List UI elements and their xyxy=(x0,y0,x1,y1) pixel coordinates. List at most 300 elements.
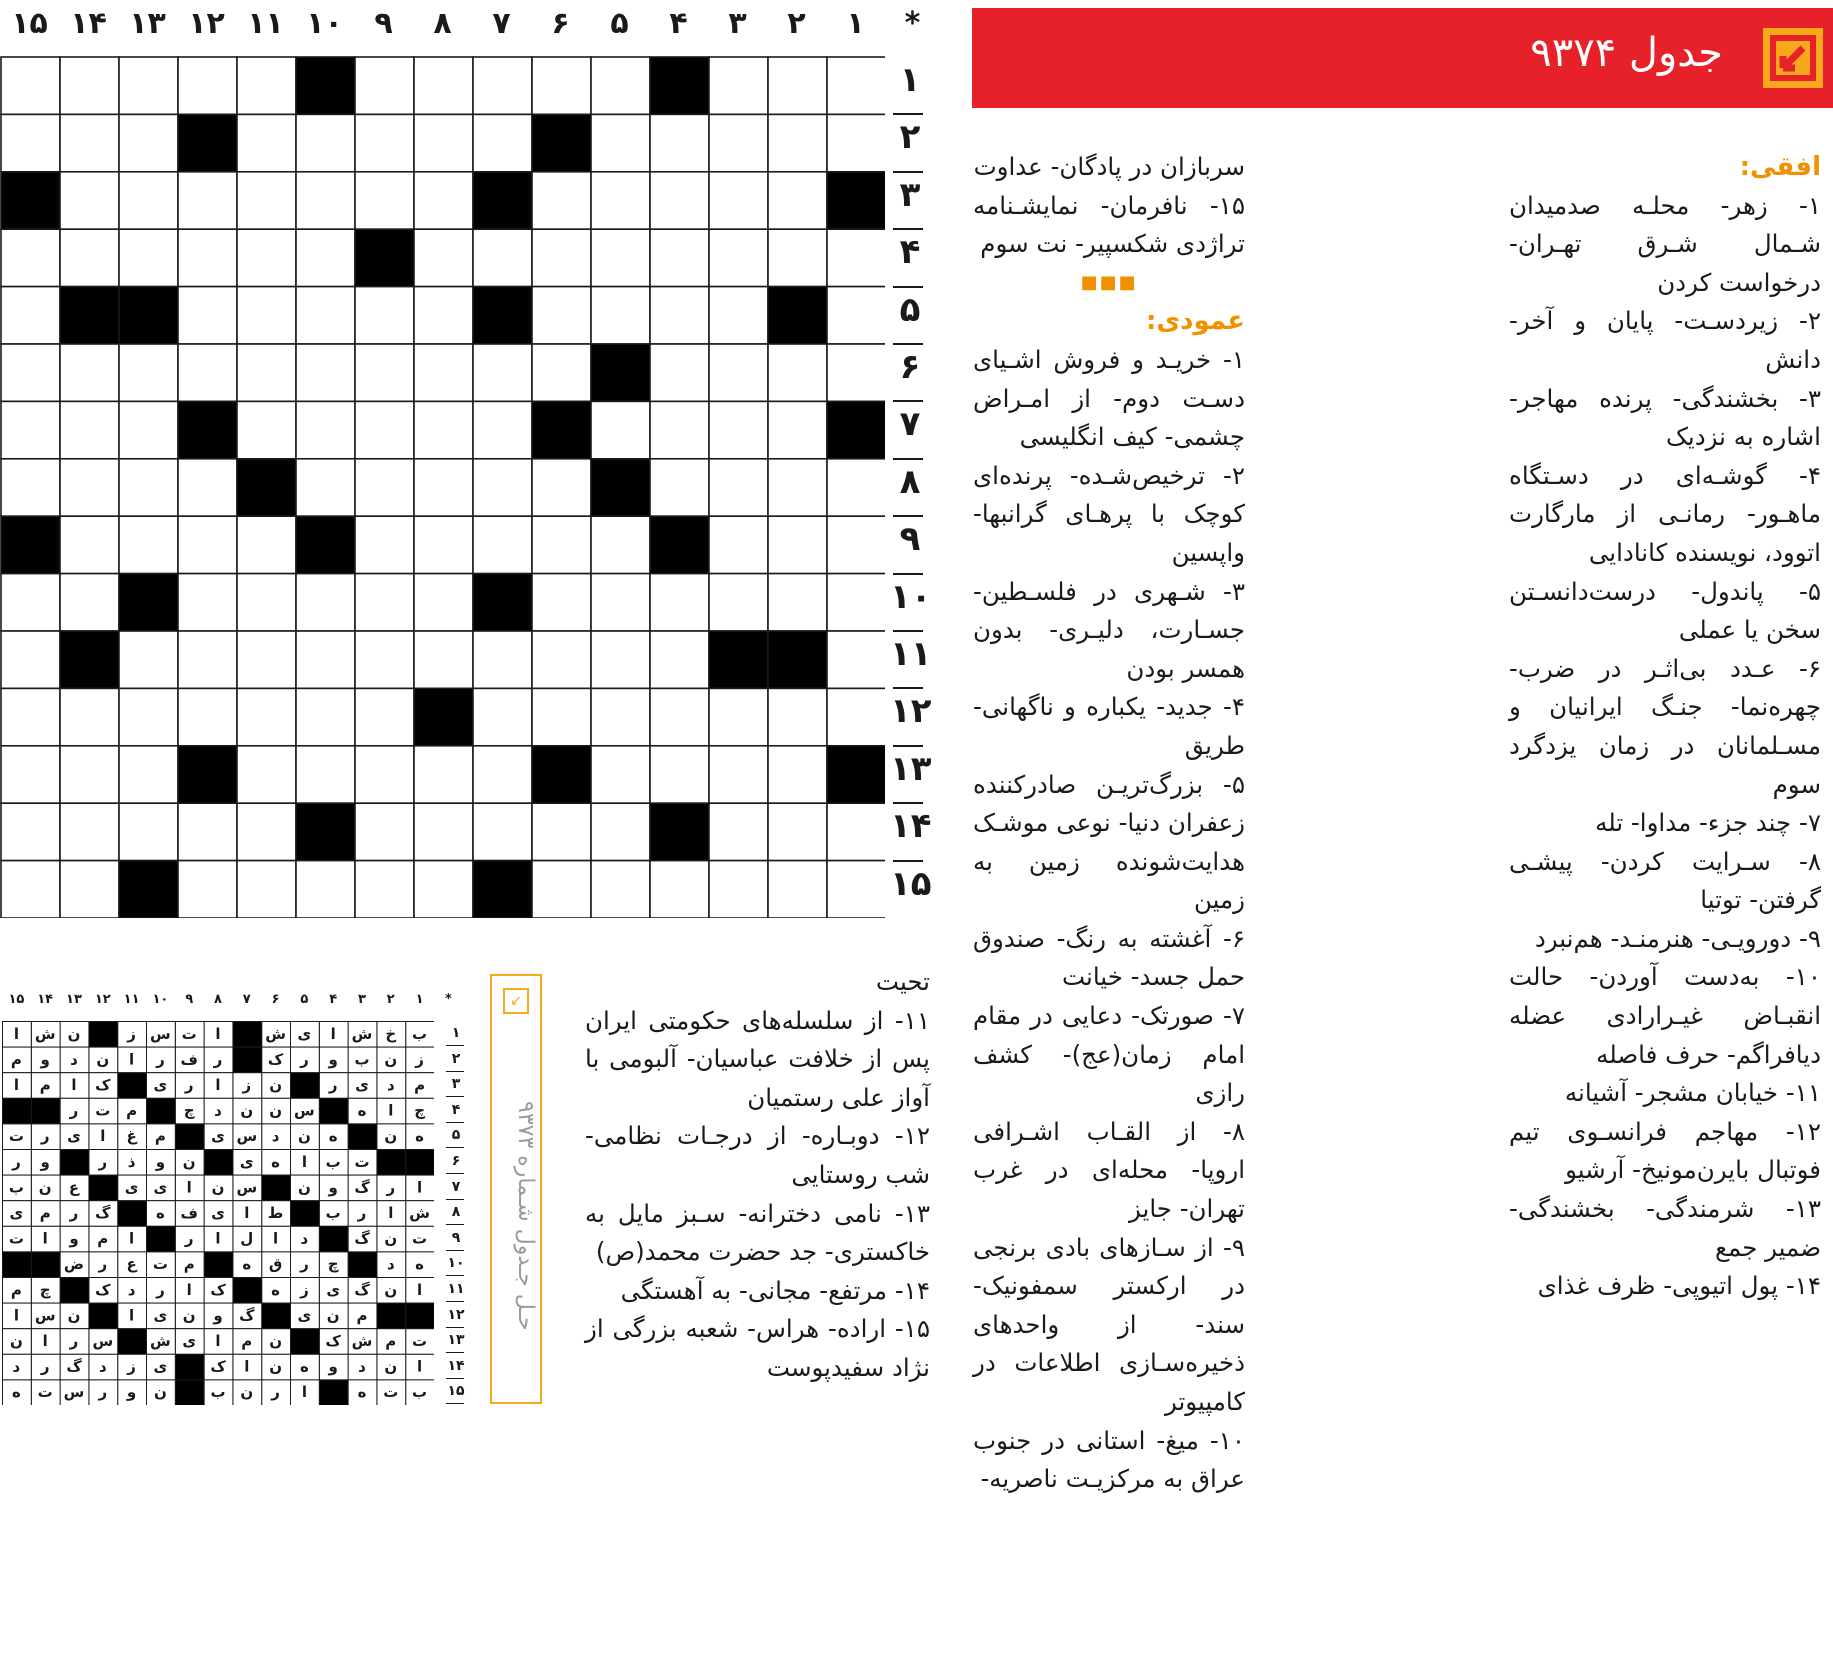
empty-cell[interactable] xyxy=(591,803,650,860)
empty-cell[interactable] xyxy=(768,459,827,516)
empty-cell[interactable] xyxy=(591,287,650,344)
empty-cell[interactable] xyxy=(178,344,237,401)
solution-row-divider xyxy=(446,1122,464,1123)
solution-row-divider xyxy=(446,1378,464,1379)
row-number: ۱۰ xyxy=(890,576,932,617)
empty-cell[interactable] xyxy=(60,229,119,286)
solution-letter: ن xyxy=(240,1383,254,1402)
empty-cell[interactable] xyxy=(532,287,591,344)
empty-cell[interactable] xyxy=(60,861,119,918)
solution-letter: ش xyxy=(351,1332,373,1350)
solution-column-number: ۱ xyxy=(415,992,424,1007)
empty-cell[interactable] xyxy=(414,287,473,344)
empty-cell[interactable] xyxy=(60,574,119,631)
empty-cell[interactable] xyxy=(60,172,119,229)
empty-cell[interactable] xyxy=(650,574,709,631)
clue-item: ۱۱- از سلسله‌های حکومتی ایران پس از خلافت عباسیان- آلبومی با آواز علی رستمیان xyxy=(585,1005,930,1112)
solution-letter: ا xyxy=(13,1076,19,1094)
clue-item: ۷- صورتک- دعایی در مقام امام زمان(عج)- کشف رازی xyxy=(973,1001,1245,1108)
empty-cell[interactable] xyxy=(178,631,237,688)
empty-cell[interactable] xyxy=(119,114,178,171)
empty-cell[interactable] xyxy=(178,574,237,631)
solution-letter: ا xyxy=(388,1101,394,1120)
empty-cell[interactable] xyxy=(473,746,532,803)
empty-cell[interactable] xyxy=(1,746,60,803)
solution-letter: ا xyxy=(417,1280,423,1299)
empty-cell[interactable] xyxy=(355,114,414,171)
empty-cell[interactable] xyxy=(591,631,650,688)
solution-letter: ن xyxy=(384,1357,398,1376)
solution-letter: ن xyxy=(297,1127,311,1146)
empty-cell[interactable] xyxy=(119,172,178,229)
black-cell xyxy=(591,459,650,516)
empty-cell[interactable] xyxy=(591,114,650,171)
solution-letter: چ xyxy=(414,1101,426,1120)
black-cell xyxy=(414,688,473,745)
solution-letter: ا xyxy=(100,1127,106,1146)
empty-cell[interactable] xyxy=(473,401,532,458)
empty-cell[interactable] xyxy=(296,114,355,171)
empty-cell[interactable] xyxy=(532,861,591,918)
empty-cell[interactable] xyxy=(237,516,296,573)
solution-letter: د xyxy=(12,1357,21,1376)
empty-cell[interactable] xyxy=(119,57,178,114)
solution-letter: ط xyxy=(267,1204,284,1222)
empty-cell[interactable] xyxy=(650,459,709,516)
empty-cell[interactable] xyxy=(60,516,119,573)
empty-cell[interactable] xyxy=(650,631,709,688)
column-number: ۱۴ xyxy=(70,6,107,41)
empty-cell[interactable] xyxy=(768,114,827,171)
empty-cell[interactable] xyxy=(1,861,60,918)
empty-cell[interactable] xyxy=(355,688,414,745)
empty-cell[interactable] xyxy=(709,516,768,573)
clue-item: ۱۲- دوبـاره- از درجـات نظامی- شب روستایی xyxy=(585,1121,930,1189)
empty-cell[interactable] xyxy=(532,229,591,286)
clue-item: ۱۲- مهاجم فرانسـوی تیم فوتبال بایرن‌مونیخ- آرشیو xyxy=(1509,1116,1821,1185)
solution-letter: ت xyxy=(95,1101,111,1120)
solution-letter: ی xyxy=(297,1306,312,1325)
empty-cell[interactable] xyxy=(827,287,885,344)
solution-letter: ی xyxy=(9,1204,24,1222)
solution-row-divider xyxy=(446,1096,464,1097)
empty-cell[interactable] xyxy=(237,688,296,745)
empty-cell[interactable] xyxy=(1,459,60,516)
solution-letter: چ xyxy=(327,1255,339,1274)
empty-cell[interactable] xyxy=(650,229,709,286)
empty-cell[interactable] xyxy=(296,287,355,344)
empty-cell[interactable] xyxy=(414,574,473,631)
empty-cell[interactable] xyxy=(768,574,827,631)
solution-letter: ن xyxy=(67,1024,81,1043)
empty-cell[interactable] xyxy=(591,516,650,573)
empty-cell[interactable] xyxy=(650,344,709,401)
empty-cell[interactable] xyxy=(60,57,119,114)
clue-item: ۱۱- خیابان مشجر- آشیانه xyxy=(1564,1078,1821,1108)
empty-cell[interactable] xyxy=(237,401,296,458)
empty-cell[interactable] xyxy=(414,516,473,573)
empty-cell[interactable] xyxy=(1,803,60,860)
empty-cell[interactable] xyxy=(237,631,296,688)
solution-letter: س xyxy=(63,1383,85,1402)
empty-cell[interactable] xyxy=(119,459,178,516)
horizontal-heading: افقی: xyxy=(1739,152,1821,182)
solution-black-cell xyxy=(262,1303,291,1329)
empty-cell[interactable] xyxy=(768,803,827,860)
empty-cell[interactable] xyxy=(473,688,532,745)
clue-item: سربازان در پادگان- عداوت xyxy=(973,152,1245,181)
empty-cell[interactable] xyxy=(237,229,296,286)
empty-cell[interactable] xyxy=(178,229,237,286)
solution-letter: ر xyxy=(213,1050,223,1069)
solution-letter: ک xyxy=(325,1332,341,1350)
empty-cell[interactable] xyxy=(119,344,178,401)
empty-cell[interactable] xyxy=(1,57,60,114)
solution-column-number: ۱۴ xyxy=(37,992,54,1007)
empty-cell[interactable] xyxy=(355,459,414,516)
empty-cell[interactable] xyxy=(414,803,473,860)
solution-letter: ن xyxy=(38,1178,52,1197)
empty-cell[interactable] xyxy=(650,172,709,229)
empty-cell[interactable] xyxy=(768,172,827,229)
empty-cell[interactable] xyxy=(60,746,119,803)
empty-cell[interactable] xyxy=(709,459,768,516)
empty-cell[interactable] xyxy=(768,229,827,286)
solution-letter: ی xyxy=(153,1357,168,1376)
empty-cell[interactable] xyxy=(355,803,414,860)
empty-cell[interactable] xyxy=(591,861,650,918)
black-cell xyxy=(532,114,591,171)
empty-cell[interactable] xyxy=(1,401,60,458)
solution-letter: ب xyxy=(325,1204,341,1222)
empty-cell[interactable] xyxy=(768,344,827,401)
empty-cell[interactable] xyxy=(414,344,473,401)
empty-cell[interactable] xyxy=(473,631,532,688)
column-numbers xyxy=(0,4,940,44)
solution-letter: ن xyxy=(326,1306,340,1325)
empty-cell[interactable] xyxy=(60,114,119,171)
empty-cell[interactable] xyxy=(178,287,237,344)
empty-cell[interactable] xyxy=(1,574,60,631)
empty-cell[interactable] xyxy=(1,287,60,344)
empty-cell[interactable] xyxy=(414,459,473,516)
empty-cell[interactable] xyxy=(178,516,237,573)
empty-cell[interactable] xyxy=(355,574,414,631)
empty-cell[interactable] xyxy=(709,344,768,401)
corner-arrow-logo-icon xyxy=(1763,28,1823,88)
solution-letter: ا xyxy=(301,1152,307,1171)
empty-cell[interactable] xyxy=(355,287,414,344)
empty-cell[interactable] xyxy=(237,172,296,229)
empty-cell[interactable] xyxy=(414,746,473,803)
empty-cell[interactable] xyxy=(768,688,827,745)
solution-letter: ش xyxy=(409,1204,430,1222)
empty-cell[interactable] xyxy=(178,688,237,745)
row-number: ۱۳ xyxy=(890,748,932,789)
solution-letter: ه xyxy=(271,1280,281,1299)
solution-letter: د xyxy=(300,1229,309,1248)
empty-cell[interactable] xyxy=(355,172,414,229)
empty-cell[interactable] xyxy=(355,516,414,573)
solution-letter: م xyxy=(39,1076,51,1094)
row-number: ۴ xyxy=(899,232,921,273)
empty-cell[interactable] xyxy=(60,459,119,516)
empty-cell[interactable] xyxy=(119,631,178,688)
solution-row-divider xyxy=(446,1250,464,1251)
empty-cell[interactable] xyxy=(827,803,885,860)
solution-row-number: ۳ xyxy=(451,1076,461,1093)
empty-cell[interactable] xyxy=(709,229,768,286)
solution-letter: س xyxy=(92,1332,114,1350)
empty-cell[interactable] xyxy=(650,688,709,745)
black-cell xyxy=(119,574,178,631)
empty-cell[interactable] xyxy=(355,631,414,688)
row-number: ۱۴ xyxy=(890,806,932,847)
solution-letter: د xyxy=(271,1127,280,1146)
empty-cell[interactable] xyxy=(60,344,119,401)
solution-letter: م xyxy=(126,1101,138,1120)
empty-cell[interactable] xyxy=(768,746,827,803)
empty-cell[interactable] xyxy=(768,516,827,573)
row-number: ۱۲ xyxy=(890,691,932,732)
empty-cell[interactable] xyxy=(591,172,650,229)
empty-cell[interactable] xyxy=(709,287,768,344)
solution-letter: ن xyxy=(269,1076,283,1094)
solution-row-number: ۱۱ xyxy=(447,1281,465,1297)
empty-cell[interactable] xyxy=(650,114,709,171)
empty-cell[interactable] xyxy=(827,57,885,114)
empty-cell[interactable] xyxy=(650,401,709,458)
empty-cell[interactable] xyxy=(709,114,768,171)
empty-cell[interactable] xyxy=(532,172,591,229)
empty-cell[interactable] xyxy=(355,861,414,918)
empty-cell[interactable] xyxy=(119,746,178,803)
empty-cell[interactable] xyxy=(414,172,473,229)
empty-cell[interactable] xyxy=(296,746,355,803)
solution-letter: ه xyxy=(11,1383,21,1402)
solution-column-number: ۱۵ xyxy=(8,992,25,1007)
solution-letter: ک xyxy=(210,1357,226,1376)
empty-cell[interactable] xyxy=(414,861,473,918)
empty-cell[interactable] xyxy=(1,631,60,688)
empty-cell[interactable] xyxy=(650,861,709,918)
solution-letter: ر xyxy=(69,1101,79,1120)
empty-cell[interactable] xyxy=(296,861,355,918)
empty-cell[interactable] xyxy=(827,516,885,573)
empty-cell[interactable] xyxy=(532,459,591,516)
empty-cell[interactable] xyxy=(178,803,237,860)
empty-cell[interactable] xyxy=(237,574,296,631)
empty-cell[interactable] xyxy=(178,459,237,516)
empty-cell[interactable] xyxy=(591,229,650,286)
empty-cell[interactable] xyxy=(355,401,414,458)
empty-cell[interactable] xyxy=(591,688,650,745)
empty-cell[interactable] xyxy=(296,688,355,745)
empty-cell[interactable] xyxy=(709,401,768,458)
column-number: ۳ xyxy=(728,6,747,41)
solution-letter: ت xyxy=(37,1383,53,1402)
solution-letter: ز xyxy=(415,1050,424,1069)
black-cell xyxy=(119,287,178,344)
solution-letter: م xyxy=(414,1076,426,1094)
empty-cell[interactable] xyxy=(532,574,591,631)
empty-cell[interactable] xyxy=(1,344,60,401)
empty-cell[interactable] xyxy=(119,229,178,286)
row-divider xyxy=(893,228,923,230)
row-number: ۳ xyxy=(899,174,921,215)
empty-cell[interactable] xyxy=(414,401,473,458)
empty-cell[interactable] xyxy=(119,803,178,860)
solution-letter: ر xyxy=(328,1076,338,1094)
solution-column-number: ۱۱ xyxy=(123,992,140,1007)
empty-cell[interactable] xyxy=(827,574,885,631)
empty-cell[interactable] xyxy=(591,57,650,114)
empty-cell[interactable] xyxy=(532,631,591,688)
empty-cell[interactable] xyxy=(709,574,768,631)
empty-cell[interactable] xyxy=(827,459,885,516)
solution-black-cell xyxy=(31,1252,60,1278)
empty-cell[interactable] xyxy=(119,516,178,573)
solution-letter: ب xyxy=(412,1383,428,1402)
black-cell xyxy=(473,574,532,631)
solution-letter: ر xyxy=(98,1255,108,1274)
empty-cell[interactable] xyxy=(827,861,885,918)
empty-cell[interactable] xyxy=(414,229,473,286)
empty-cell[interactable] xyxy=(237,803,296,860)
puzzle-title: جدول ۹۳۷۴ xyxy=(1530,30,1723,76)
empty-cell[interactable] xyxy=(473,459,532,516)
row-divider xyxy=(893,745,923,747)
empty-cell[interactable] xyxy=(473,114,532,171)
clue-item: ۱- زهر- محلـه صدمیدان شـمال شـرق تهـران- درخواست کردن xyxy=(1509,190,1821,297)
empty-cell[interactable] xyxy=(119,688,178,745)
empty-cell[interactable] xyxy=(296,344,355,401)
solution-letter: ز xyxy=(300,1280,309,1299)
empty-cell[interactable] xyxy=(60,688,119,745)
empty-cell[interactable] xyxy=(355,344,414,401)
clue-item: ۱۳- شرمندگی- بخشندگی- ضمیر جمع xyxy=(1509,1194,1821,1262)
solution-letter: ب xyxy=(210,1383,226,1402)
empty-cell[interactable] xyxy=(178,861,237,918)
empty-cell[interactable] xyxy=(827,344,885,401)
solution-letter: چ xyxy=(183,1101,195,1120)
solution-letter: ر xyxy=(184,1229,194,1248)
empty-cell[interactable] xyxy=(178,172,237,229)
empty-cell[interactable] xyxy=(532,57,591,114)
empty-cell[interactable] xyxy=(1,114,60,171)
empty-cell[interactable] xyxy=(296,631,355,688)
empty-cell[interactable] xyxy=(237,746,296,803)
empty-cell[interactable] xyxy=(237,344,296,401)
empty-cell[interactable] xyxy=(296,574,355,631)
empty-cell[interactable] xyxy=(296,229,355,286)
solution-black-cell xyxy=(233,1278,262,1304)
empty-cell[interactable] xyxy=(473,344,532,401)
solution-letter: ت xyxy=(181,1024,197,1043)
row-number: ۵ xyxy=(899,289,921,330)
empty-cell[interactable] xyxy=(532,688,591,745)
solution-letter: ب xyxy=(412,1024,428,1043)
empty-cell[interactable] xyxy=(709,172,768,229)
empty-cell[interactable] xyxy=(591,401,650,458)
empty-cell[interactable] xyxy=(827,229,885,286)
row-divider xyxy=(893,400,923,402)
solution-black-cell xyxy=(89,1022,118,1048)
solution-black-cell xyxy=(89,1175,118,1201)
empty-cell[interactable] xyxy=(237,861,296,918)
empty-cell[interactable] xyxy=(768,401,827,458)
solution-black-cell xyxy=(147,1226,176,1252)
empty-cell[interactable] xyxy=(532,344,591,401)
empty-cell[interactable] xyxy=(768,861,827,918)
empty-cell[interactable] xyxy=(119,401,178,458)
solution-row-number: ۱۰ xyxy=(447,1255,465,1272)
clue-item: ۹- از سـازهای بادی برنجی در ارکستر سمفونیک- سند- از واحدهای ذخیره‌سـازی اطلاعات در کامپیوتر xyxy=(973,1232,1245,1416)
empty-cell[interactable] xyxy=(473,57,532,114)
black-cell xyxy=(650,516,709,573)
empty-cell[interactable] xyxy=(709,688,768,745)
solution-letter: ب xyxy=(325,1152,341,1171)
empty-cell[interactable] xyxy=(473,516,532,573)
empty-cell[interactable] xyxy=(473,229,532,286)
empty-cell[interactable] xyxy=(709,746,768,803)
empty-cell[interactable] xyxy=(178,57,237,114)
empty-cell[interactable] xyxy=(532,516,591,573)
row-number: ۱۵ xyxy=(890,863,932,904)
empty-cell[interactable] xyxy=(414,631,473,688)
solution-letter: گ xyxy=(95,1204,111,1222)
solution-letter: ر xyxy=(386,1178,396,1197)
empty-cell[interactable] xyxy=(60,803,119,860)
empty-cell[interactable] xyxy=(296,459,355,516)
empty-cell[interactable] xyxy=(237,287,296,344)
black-cell xyxy=(768,287,827,344)
empty-cell[interactable] xyxy=(1,229,60,286)
empty-cell[interactable] xyxy=(1,688,60,745)
solution-letter: ف xyxy=(180,1204,198,1222)
solution-letter: ن xyxy=(269,1357,283,1376)
empty-cell[interactable] xyxy=(237,57,296,114)
solution-row-number: ۱۴ xyxy=(447,1357,465,1374)
empty-cell[interactable] xyxy=(591,574,650,631)
empty-cell[interactable] xyxy=(709,861,768,918)
empty-cell[interactable] xyxy=(709,57,768,114)
empty-cell[interactable] xyxy=(355,746,414,803)
solution-letter: ه xyxy=(415,1255,425,1274)
empty-cell[interactable] xyxy=(650,746,709,803)
empty-cell[interactable] xyxy=(414,57,473,114)
empty-cell[interactable] xyxy=(296,172,355,229)
empty-cell[interactable] xyxy=(355,57,414,114)
empty-cell[interactable] xyxy=(60,401,119,458)
empty-cell[interactable] xyxy=(827,631,885,688)
empty-cell[interactable] xyxy=(532,803,591,860)
empty-cell[interactable] xyxy=(296,401,355,458)
empty-cell[interactable] xyxy=(768,57,827,114)
empty-cell[interactable] xyxy=(473,803,532,860)
empty-cell[interactable] xyxy=(827,688,885,745)
solution-letter: م xyxy=(97,1229,109,1248)
solution-row-divider xyxy=(446,1327,464,1328)
empty-cell[interactable] xyxy=(709,803,768,860)
empty-cell[interactable] xyxy=(237,114,296,171)
solution-column-numbers xyxy=(2,990,463,1010)
empty-cell[interactable] xyxy=(414,114,473,171)
empty-cell[interactable] xyxy=(650,287,709,344)
empty-cell[interactable] xyxy=(827,114,885,171)
empty-cell[interactable] xyxy=(591,746,650,803)
solution-letter: ت xyxy=(383,1383,399,1402)
